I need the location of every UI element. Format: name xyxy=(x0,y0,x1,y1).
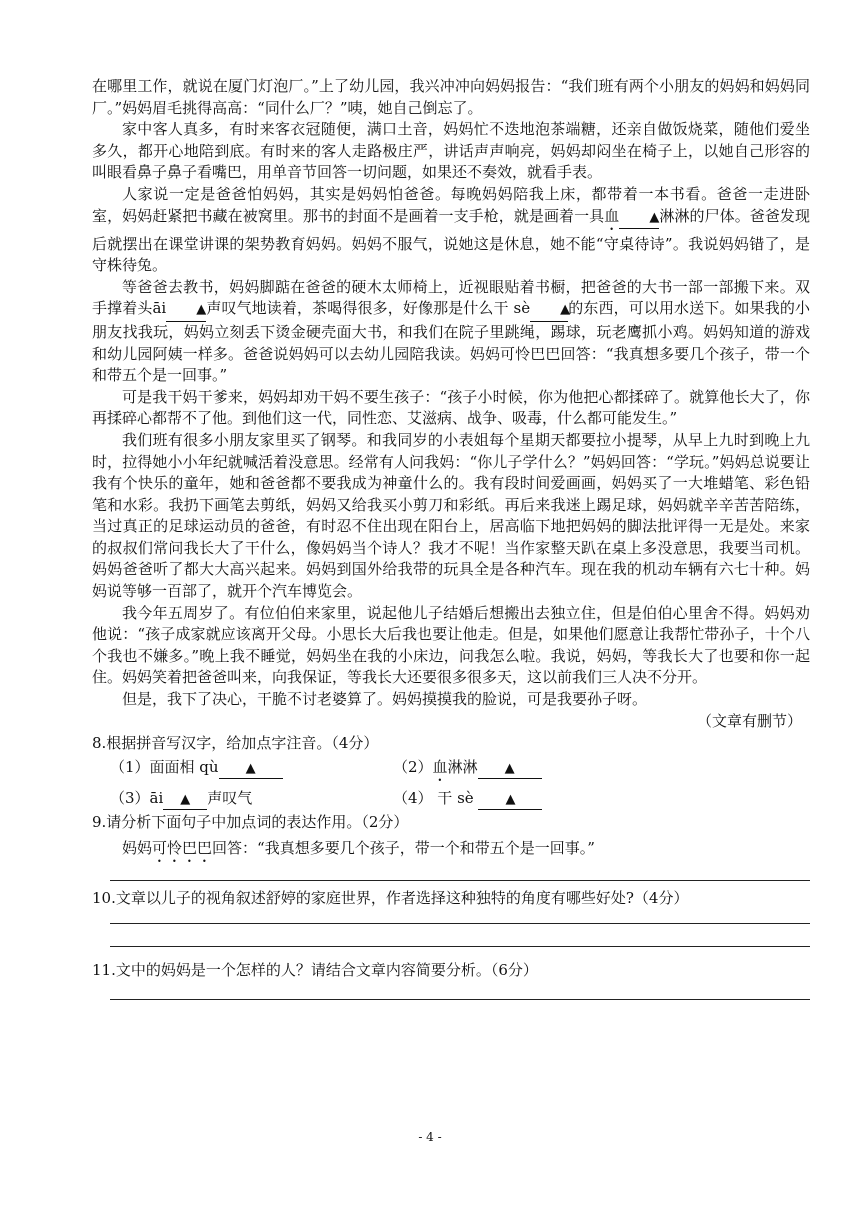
paragraph-4-part-b: 声叹气地读着，茶喝得很多，好像那是什么干 sè xyxy=(206,299,531,318)
paragraph-7: 我今年五周岁了。有位伯伯来家里，说起他儿子结婚后想搬出去独立住，但是伯伯心里舍不得。妈妈劝他说：“孩子成家就应该离开父母。小思长大后我也要让他走。但是，如果他们愿意让我帮忙带孙子，十个八个我也不嫌多。”晚上我不睡觉，妈妈坐在我的小床边，问我怎么啦。我说，妈妈，等我长大了也要和你一起住。妈妈笑着把爸爸叫来，向我保证，等我长大还要很多很多天，这以前我们三人决不分开。 xyxy=(92,603,810,687)
q8-row-2 xyxy=(92,785,810,811)
q8-row-1 xyxy=(92,754,810,785)
q9-sentence-pre: 妈妈 xyxy=(122,839,153,858)
blank-se: ▲ xyxy=(530,299,568,322)
q9-sentence-post: 回答：“我真想多要几个孩子，带一个和带五个是一回事。” xyxy=(212,839,595,858)
answer-line-q9[interactable] xyxy=(110,880,810,881)
paragraph-8: 但是，我下了决心，干脆不讨老婆算了。妈妈摸摸我的脸说，可是我要孙子呀。 xyxy=(122,690,648,709)
paragraph-4-part-c: 的东西，可以用水送下。如果我的小朋友找我玩，妈妈立刻丢下烫金硬壳面大书，和我们在院子里跳绳，踢球，玩老鹰抓小鸡。妈妈知道的游戏和幼儿园阿姨一样多。爸爸说妈妈可以去幼儿园陪我读。妈妈可怜巴巴回答：“我真想多要几个孩子，带一个和带五个是一回事。” xyxy=(92,299,810,385)
paragraph-4 xyxy=(92,277,810,387)
document-page xyxy=(92,76,810,1000)
question-9-sentence xyxy=(92,837,810,866)
paragraph-3-part-a: 人家说一定是爸爸怕妈妈，其实是妈妈怕爸爸。每晚妈妈陪我上床，都带着一本书看。爸爸一走进卧室，妈妈赶紧把书藏在被窝里。那书的封面不是画着一支手枪，就是画着一具 xyxy=(92,184,810,225)
paragraph-6: 我们班有很多小朋友家里买了钢琴。和我同岁的小表姐每个星期天都要拉小提琴，从早上九时到晚上九时，拉得她小小年纪就喊活着没意思。经常有人问我妈：“你儿子学什么？”妈妈回答：“学玩。”妈妈总说要让我有个快乐的童年，她和爸爸都不要我成为神童什么的。我有段时间爱画画，妈妈买了一大堆蜡笔、彩色铅笔和水彩。我扔下画笔去剪纸，妈妈又给我买小剪刀和彩纸。再后来我迷上踢足球，妈妈就辛辛苦苦陪练，当过真正的足球运动员的爸爸，有时忍不住出现在阳台上，居高临下地把妈妈的脚法批评得一无是处。来家的叔叔们常问我长大了干什么，像妈妈当个诗人？我才不呢！当作家整天趴在桌上多没意思，我要当司机。妈妈爸爸听了都大大高兴起来。妈妈到国外给我带的玩具全是各种汽车。现在我的机动车辆有六七十种。妈妈说等够一百部了，就开个汽车博览会。 xyxy=(92,430,810,601)
q8-item-2-label: （2） xyxy=(393,758,433,777)
answer-line-q10-2[interactable] xyxy=(110,946,810,947)
q8-item-2-blank: ▲ xyxy=(478,760,542,779)
q8-item-1 xyxy=(110,754,393,785)
q9-dotted-word: 可怜巴巴 xyxy=(152,839,213,858)
q8-item-4 xyxy=(393,785,542,811)
paragraph-1: 在哪里工作，就说在厦门灯泡厂。”上了幼儿园，我兴冲冲向妈妈报告：“我们班有两个小朋友的妈妈和妈妈同厂。”妈妈眉毛挑得高高：“同什么厂？”咦，她自己倒忘了。 xyxy=(92,77,810,117)
q8-item-1-label: （1）面面相 qù xyxy=(110,758,219,777)
question-11: 11.文中的妈妈是一个怎样的人？请结合文章内容简要分析。（6分） xyxy=(92,961,538,980)
q8-item-4-label: （4） 干 sè xyxy=(393,789,479,808)
paragraph-5: 可是我干妈干爹来，妈妈却劝干妈不要生孩子：“孩子小时候，你为他把心都揉碎了。就算他长大了，你再揉碎心都帮不了他。到他们这一代，同性恋、艾滋病、战争、吸毒，什么都可能发生。” xyxy=(92,387,810,428)
blank-xue: ▲ xyxy=(619,207,659,230)
answer-line-q10-1[interactable] xyxy=(110,923,810,924)
answer-line-q11[interactable] xyxy=(110,999,810,1000)
source-note: （文章有删节） xyxy=(696,711,802,730)
question-10: 10.文章以儿子的视角叙述舒婷的家庭世界，作者选择这种独特的角度有哪些好处?（4分） xyxy=(92,889,689,908)
q8-item-2 xyxy=(393,754,542,785)
q8-item-3 xyxy=(110,785,393,811)
paragraph-3-part-b: 淋淋的尸体。爸爸发现后就摆出在课堂讲课的架势教育妈妈。妈妈不服气，说她这是休息，她不能“守桌待诗”。我说妈妈错了，是守株待兔。 xyxy=(92,206,810,275)
blank-ai: ▲ xyxy=(166,299,206,322)
paragraph-3 xyxy=(92,184,810,277)
q8-item-2-dotted-char: 血 xyxy=(432,758,448,777)
page-number: - 4 - xyxy=(418,1130,442,1144)
paragraph-4-part-a: 等爸爸去教书，妈妈脚踮在爸爸的硬木太师椅上，近视眼贴着书橱，把爸爸的大书一部一部搬下来。双手撑着头āi xyxy=(92,277,810,318)
q8-item-4-blank: ▲ xyxy=(478,791,542,810)
q8-item-3-blank: ▲ xyxy=(163,791,207,810)
paragraph-2: 家中客人真多，有时来客衣冠随便，满口土音，妈妈忙不迭地泡茶端糖，还亲自做饭烧菜，随他们爱坐多久，都开心地陪到底。有时来的客人走路极庄严，讲话声声响亮，妈妈却闷坐在椅子上，以她自己形容的叫眼看鼻子鼻子看嘴巴，用单音节回答一切问题，如果还不奏效，就看手表。 xyxy=(92,120,810,182)
dotted-char-xue: 血 xyxy=(604,206,620,225)
q8-item-2-rest: 淋淋 xyxy=(447,758,478,777)
q8-item-3-label: （3）āi xyxy=(110,789,164,808)
question-9: 9.请分析下面句子中加点词的表达作用。（2分） xyxy=(92,813,409,832)
q8-item-1-blank: ▲ xyxy=(219,760,283,779)
q8-item-3-after: 声叹气 xyxy=(207,789,253,808)
question-8: 8.根据拼音写汉字，给加点字注音。（4分） xyxy=(92,734,379,753)
